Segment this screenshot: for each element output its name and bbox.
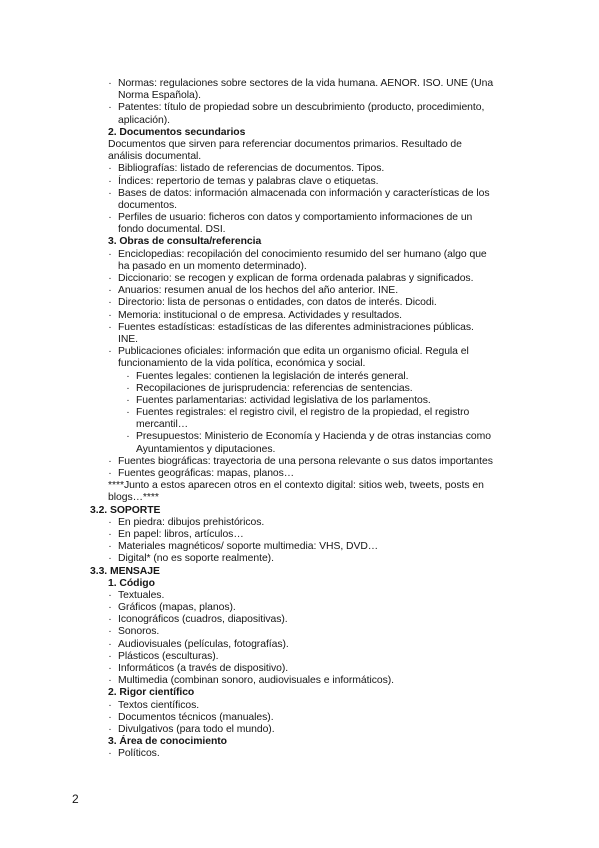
page-number: 2 xyxy=(72,792,79,806)
line-text: Documentos técnicos (manuales). xyxy=(118,711,274,723)
list-item xyxy=(0,517,599,529)
bullet-icon: · xyxy=(108,602,112,614)
line-text: Directorio: lista de personas o entidades, con datos de interés. Dicodi. xyxy=(118,297,437,309)
line-text: 2. Documentos secundarios xyxy=(108,126,246,138)
line-text: 3. Área de conocimiento xyxy=(108,736,227,748)
line-text: Memoria: institucional o de empresa. Actividades y resultados. xyxy=(118,309,402,321)
line-text: fondo documental. DSI. xyxy=(118,224,226,236)
list-item xyxy=(0,273,599,285)
list-item xyxy=(0,614,599,626)
note-line xyxy=(0,480,599,492)
line-text: ha pasado en un momento determinado). xyxy=(118,260,307,272)
list-item xyxy=(0,188,599,200)
list-item xyxy=(0,651,599,663)
page-body xyxy=(0,78,599,761)
bullet-icon: · xyxy=(108,541,112,553)
line-text: análisis documental. xyxy=(108,151,202,163)
list-item xyxy=(0,639,599,651)
bullet-icon: · xyxy=(108,468,112,479)
list-item xyxy=(0,285,599,297)
bullet-icon: · xyxy=(108,711,112,723)
bullet-icon: · xyxy=(108,675,112,687)
line-text: Digital* (no es soporte realmente). xyxy=(118,553,274,565)
line-text: aplicación). xyxy=(118,114,170,126)
bullet-icon: · xyxy=(108,309,112,321)
bullet-icon: · xyxy=(126,407,130,419)
list-item-continuation xyxy=(0,200,599,212)
bullet-icon: · xyxy=(108,175,112,187)
list-item-continuation xyxy=(0,224,599,236)
line-text: 3.2. SOPORTE xyxy=(90,504,161,516)
bullet-icon: · xyxy=(108,285,112,297)
line-text: Textos científicos. xyxy=(118,699,200,711)
line-text: blogs…**** xyxy=(108,492,159,504)
line-text: Bases de datos: información almacenada con información y características de los xyxy=(118,187,490,199)
bullet-icon: · xyxy=(108,248,112,260)
line-text: Audiovisuales (películas, fotografías). xyxy=(118,638,289,650)
line-text: Publicaciones oficiales: información que edita un organismo oficial. Regula el xyxy=(118,346,469,358)
list-item xyxy=(0,163,599,175)
list-item xyxy=(0,590,599,602)
bullet-icon: · xyxy=(108,638,112,650)
line-text: Plásticos (esculturas). xyxy=(118,650,219,662)
bullet-icon: · xyxy=(108,187,112,199)
list-item-continuation xyxy=(0,90,599,102)
sub-list-item-continuation xyxy=(0,444,599,456)
line-text: 3. Obras de consulta/referencia xyxy=(108,236,262,248)
section-heading xyxy=(0,566,599,578)
bullet-icon: · xyxy=(126,382,130,394)
line-text: Fuentes estadísticas: estadísticas de las diferentes administraciones públicas. xyxy=(118,321,474,333)
line-text: Norma Española). xyxy=(118,90,201,102)
list-item xyxy=(0,310,599,322)
bullet-icon: · xyxy=(108,614,112,626)
line-text: mercantil… xyxy=(136,419,189,431)
sub-list-item xyxy=(0,383,599,395)
list-item xyxy=(0,626,599,638)
list-item xyxy=(0,78,599,90)
bullet-icon: · xyxy=(108,455,112,467)
subsection-heading xyxy=(0,236,599,248)
bullet-icon: · xyxy=(126,394,130,406)
list-item xyxy=(0,176,599,188)
line-text: Iconográficos (cuadros, diapositivas). xyxy=(118,614,288,626)
line-text: Perfiles de usuario: ficheros con datos y comportamiento informaciones de un xyxy=(118,212,473,224)
line-text: Materiales magnéticos/ soporte multimedia: VHS, DVD… xyxy=(118,541,379,553)
sub-list-item-continuation xyxy=(0,419,599,431)
line-text: INE. xyxy=(118,333,139,345)
list-item xyxy=(0,553,599,565)
paragraph-line xyxy=(0,139,599,151)
list-item xyxy=(0,663,599,675)
note-line xyxy=(0,492,599,504)
list-item xyxy=(0,346,599,358)
bullet-icon: · xyxy=(108,212,112,224)
line-text: Normas: regulaciones sobre sectores de la vida humana. AENOR. ISO. UNE (Una xyxy=(118,78,494,89)
line-text: Textuales. xyxy=(118,589,165,601)
line-text: Enciclopedias: recopilación del conocimiento resumido del ser humano (algo que xyxy=(118,248,487,260)
subsection-heading xyxy=(0,127,599,139)
line-text: 2. Rigor científico xyxy=(108,687,195,699)
list-item xyxy=(0,468,599,480)
bullet-icon: · xyxy=(126,431,130,443)
list-item xyxy=(0,456,599,468)
list-item-continuation xyxy=(0,115,599,127)
line-text: Bibliografías: listado de referencias de documentos. Tipos. xyxy=(118,163,385,175)
list-item-continuation xyxy=(0,261,599,273)
line-text: 3.3. MENSAJE xyxy=(90,565,160,577)
list-item xyxy=(0,212,599,224)
list-item-continuation xyxy=(0,358,599,370)
line-text: 1. Código xyxy=(108,577,155,589)
bullet-icon: · xyxy=(126,370,130,382)
sub-list-item xyxy=(0,371,599,383)
line-text: Fuentes biográficas: trayectoria de una persona relevante o sus datos importantes xyxy=(118,455,493,467)
bullet-icon: · xyxy=(108,626,112,638)
line-text: documentos. xyxy=(118,199,177,211)
line-text: Multimedia (combinan sonoro, audiovisuales e informáticos). xyxy=(118,675,394,687)
bullet-icon: · xyxy=(108,516,112,528)
line-text: Índices: repertorio de temas y palabras clave o etiquetas. xyxy=(118,175,379,187)
line-text: Ayuntamientos y diputaciones. xyxy=(136,443,276,455)
subsection-heading xyxy=(0,736,599,748)
list-item xyxy=(0,541,599,553)
list-item xyxy=(0,249,599,261)
bullet-icon: · xyxy=(108,346,112,358)
bullet-icon: · xyxy=(108,553,112,565)
bullet-icon: · xyxy=(108,723,112,735)
line-text: funcionamiento de la vida política, económica y social. xyxy=(118,358,366,370)
list-item xyxy=(0,602,599,614)
line-text: Sonoros. xyxy=(118,626,160,638)
line-text: ****Junto a estos aparecen otros en el contexto digital: sitios web, tweets, posts en xyxy=(108,480,484,492)
line-text: Informáticos (a través de dispositivo). xyxy=(118,663,289,674)
bullet-icon: · xyxy=(108,663,112,674)
line-text: Patentes: título de propiedad sobre un descubrimiento (producto, procedimiento, xyxy=(118,102,485,114)
bullet-icon: · xyxy=(108,78,112,89)
section-heading xyxy=(0,505,599,517)
line-text: Diccionario: se recogen y explican de forma ordenada palabras y significados. xyxy=(118,273,474,284)
line-text: Presupuestos: Ministerio de Economía y Hacienda y de otras instancias como xyxy=(136,431,491,443)
list-item xyxy=(0,700,599,712)
paragraph-line xyxy=(0,151,599,163)
list-item xyxy=(0,712,599,724)
list-item xyxy=(0,102,599,114)
bullet-icon: · xyxy=(108,273,112,284)
line-text: Fuentes parlamentarias: actividad legislativa de los parlamentos. xyxy=(136,394,431,406)
bullet-icon: · xyxy=(108,102,112,114)
line-text: Fuentes registrales: el registro civil, el registro de la propiedad, el registro xyxy=(136,407,470,419)
line-text: Anuarios: resumen anual de los hechos del año anterior. INE. xyxy=(118,285,399,297)
bullet-icon: · xyxy=(108,297,112,309)
list-item xyxy=(0,724,599,736)
subsection-heading xyxy=(0,578,599,590)
sub-list-item xyxy=(0,395,599,407)
list-item xyxy=(0,529,599,541)
subsection-heading xyxy=(0,687,599,699)
line-text: En papel: libros, artículos… xyxy=(118,528,244,540)
bullet-icon: · xyxy=(108,589,112,601)
list-item xyxy=(0,675,599,687)
line-text: Fuentes legales: contienen la legislación de interés general. xyxy=(136,370,409,382)
line-text: Políticos. xyxy=(118,748,160,760)
bullet-icon: · xyxy=(108,321,112,333)
line-text: Fuentes geográficas: mapas, planos… xyxy=(118,468,295,479)
list-item xyxy=(0,748,599,760)
line-text: Documentos que sirven para referenciar documentos primarios. Resultado de xyxy=(108,138,462,150)
sub-list-item xyxy=(0,407,599,419)
line-text: En piedra: dibujos prehistóricos. xyxy=(118,516,265,528)
bullet-icon: · xyxy=(108,650,112,662)
sub-list-item xyxy=(0,431,599,443)
bullet-icon: · xyxy=(108,699,112,711)
line-text: Recopilaciones de jurisprudencia: referencias de sentencias. xyxy=(136,382,413,394)
bullet-icon: · xyxy=(108,528,112,540)
bullet-icon: · xyxy=(108,163,112,175)
list-item xyxy=(0,297,599,309)
line-text: Gráficos (mapas, planos). xyxy=(118,602,236,614)
line-text: Divulgativos (para todo el mundo). xyxy=(118,723,275,735)
bullet-icon: · xyxy=(108,748,112,760)
list-item xyxy=(0,322,599,334)
list-item-continuation xyxy=(0,334,599,346)
